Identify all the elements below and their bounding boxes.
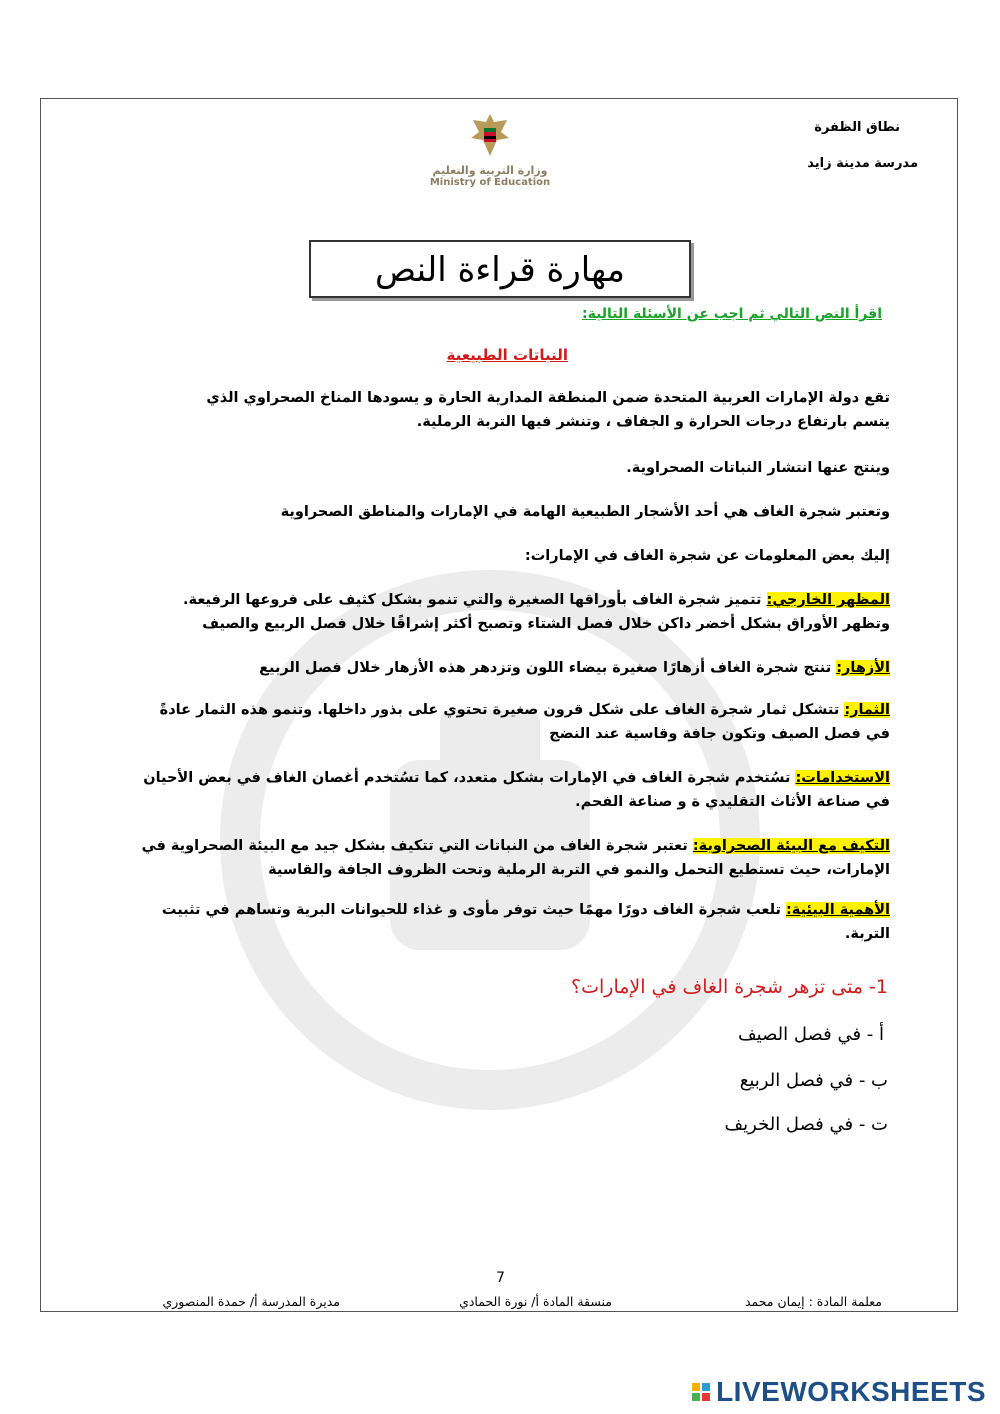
fact-flowers <box>140 656 890 680</box>
fact-fruits <box>140 698 890 746</box>
fact-importance <box>140 898 890 946</box>
footer-coordinator: منسقة المادة أ/ نورة الحمادي <box>459 1294 612 1309</box>
region-name: نطاق الظفرة <box>814 120 900 135</box>
fact-appearance <box>140 588 890 636</box>
liveworksheets-brand <box>692 1376 986 1408</box>
fact-label: الاستخدامات: <box>795 770 890 786</box>
fact-label: الثمار: <box>844 702 890 718</box>
brand-text: LIVEWORKSHEETS <box>716 1376 986 1407</box>
answer-option-b[interactable]: ب - في فصل الربيع <box>739 1070 888 1091</box>
answer-option-c[interactable]: ت - في فصل الخريف <box>724 1114 888 1135</box>
intro-paragraph-2: وينتج عنها انتشار النباتات الصحراوية. <box>626 460 890 476</box>
intro-paragraph-4: إليك بعض المعلومات عن شجرة الغاف في الإمارات: <box>524 548 890 564</box>
fact-text: تنتج شجرة الغاف أزهارًا صغيرة بيضاء اللون وتزدهر هذه الأزهار خلال فصل الربيع <box>259 660 837 676</box>
page-title: مهارة قراءة النص <box>309 240 691 298</box>
fact-adaptation <box>120 834 890 882</box>
falcon-emblem-icon <box>467 112 513 158</box>
section-subtitle: النباتات الطبيعية <box>446 346 568 364</box>
fact-text: تعتبر شجرة الغاف من النباتات التي تتكيف بشكل جيد مع البيئة الصحراوية في الإمارات، حيث تستطيع التحمل والنمو في التربة الرملية وتحت الظروف الجافة والقاسية <box>141 838 890 878</box>
logo-english-text: Ministry of Education <box>429 177 551 188</box>
brand-grid-icon <box>692 1383 710 1401</box>
instruction: اقرأ النص التالي ثم اجب عن الأسئلة التالية: <box>581 306 882 322</box>
fact-text: تتميز شجرة الغاف بأوراقها الصغيرة والتي تنمو بشكل كثيف على فروعها الرفيعة. وتظهر الأوراق بشكل أخضر داكن خلال فصل الشتاء وتصبح أكثر إشراقًا خلال فصل الربيع والصيف <box>183 592 890 632</box>
answer-option-a[interactable]: أ - في فصل الصيف <box>738 1024 884 1045</box>
fact-label: الأهمية البيئية: <box>786 902 890 918</box>
intro-paragraph-1: تقع دولة الإمارات العربية المتحدة ضمن المنطقة المدارية الحارة و يسودها المناخ الصحراوي الذي يتسم بارتفاع درجات الحرارة و الجفاف ، وتنشر فيها التربة الرملية. <box>206 390 890 430</box>
page-number: 7 <box>496 1270 505 1286</box>
fact-label: الأزهار: <box>836 660 890 676</box>
fact-text: تتشكل ثمار شجرة الغاف على شكل قرون صغيرة تحتوي على بذور داخلها. وتنمو هذه الثمار عادةً في فصل الصيف وتكون جافة وقاسية عند النضج <box>159 702 890 742</box>
logo-arabic-text: وزارة التربية والتعليم <box>432 164 548 177</box>
footer-principal: مديرة المدرسة أ/ حمدة المنصوري <box>162 1294 340 1309</box>
fact-label: المظهر الخارجي: <box>766 592 890 608</box>
question-1: 1- متى تزهر شجرة الغاف في الإمارات؟ <box>571 976 888 998</box>
fact-uses <box>140 766 890 814</box>
fact-text: تلعب شجرة الغاف دورًا مهمًا حيث توفر مأوى و غذاء للحيوانات البرية وتساهم في تثبيت التربة. <box>161 902 890 942</box>
footer-teacher: معلمة المادة : إيمان محمد <box>744 1294 882 1309</box>
ministry-logo <box>420 112 560 198</box>
fact-text: تسُتخدم شجرة الغاف في الإمارات بشكل متعدد، كما تسُتخدم أغصان الغاف في بعض الأحيان في صناعة الأثاث التقليدي ة و صناعة الفحم. <box>143 770 890 810</box>
school-name: مدرسة مدينة زايد <box>807 156 918 171</box>
intro-paragraph-3: وتعتبر شجرة الغاف هي أحد الأشجار الطبيعية الهامة في الإمارات والمناطق الصحراوية <box>280 504 890 520</box>
fact-label: التكيف مع البيئة الصحراوية: <box>692 838 890 854</box>
